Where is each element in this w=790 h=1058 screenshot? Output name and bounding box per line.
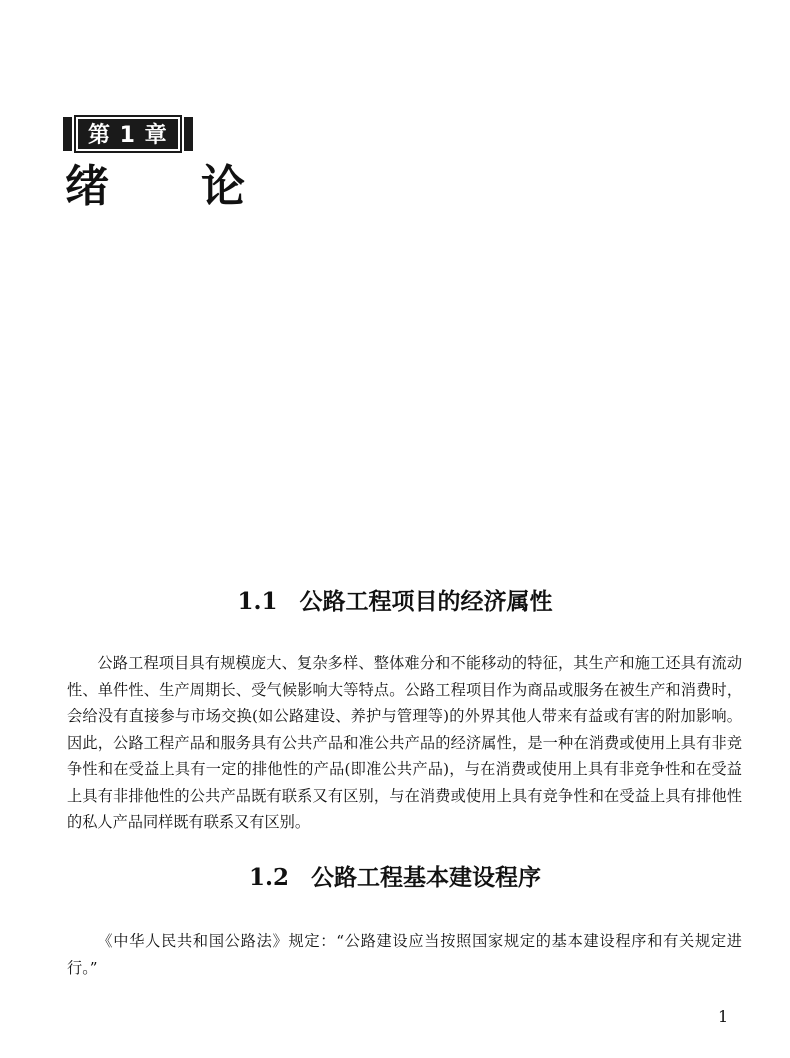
chapter-number: 第 1 章 (76, 117, 180, 151)
section-1-1-paragraph: 公路工程项目具有规模庞大、复杂多样、整体难分和不能移动的特征，其生产和施工还具有流动性、单件性、生产周期长、受气候影响大等特点。公路工程项目作为商品或服务在被生产和消费时，会给没有直接参与市场交换(如公路建设、养护与管理等)的外界其他人带来有益或有害的附加影响。因此，公路工程产品和服务具有公共产品和准公共产品的经济属性，是一种在消费或使用上具有非竞争性和在受益上具有一定的排他性的产品(即准公共产品)，与在消费或使用上具有非竞争性和在受益上具有非排他性的公共产品既有联系又有区别，与在消费或使用上具有竞争性和在受益上具有排他性的私人产品同样既有联系又有区别。 (67, 654, 742, 831)
section-heading-1-1 (0, 587, 790, 617)
chapter-label-right-bar (184, 117, 193, 151)
chapter-title-char-2: 论 (201, 161, 245, 212)
section-number: 1.2 (248, 864, 289, 891)
page-number: 1 (718, 1007, 729, 1026)
section-title: 公路工程项目的经济属性 (299, 588, 553, 615)
section-title: 公路工程基本建设程序 (311, 864, 541, 891)
section-number: 1.1 (237, 588, 278, 615)
section-1-2-paragraph: 《中华人民共和国公路法》规定：“公路建设应当按照国家规定的基本建设程序和有关规定进行。” (67, 932, 742, 977)
chapter-label (63, 117, 193, 151)
section-heading-1-2 (0, 863, 790, 893)
chapter-title (65, 162, 245, 212)
chapter-label-left-bar (63, 117, 72, 151)
chapter-title-char-1: 绪 (65, 161, 109, 212)
